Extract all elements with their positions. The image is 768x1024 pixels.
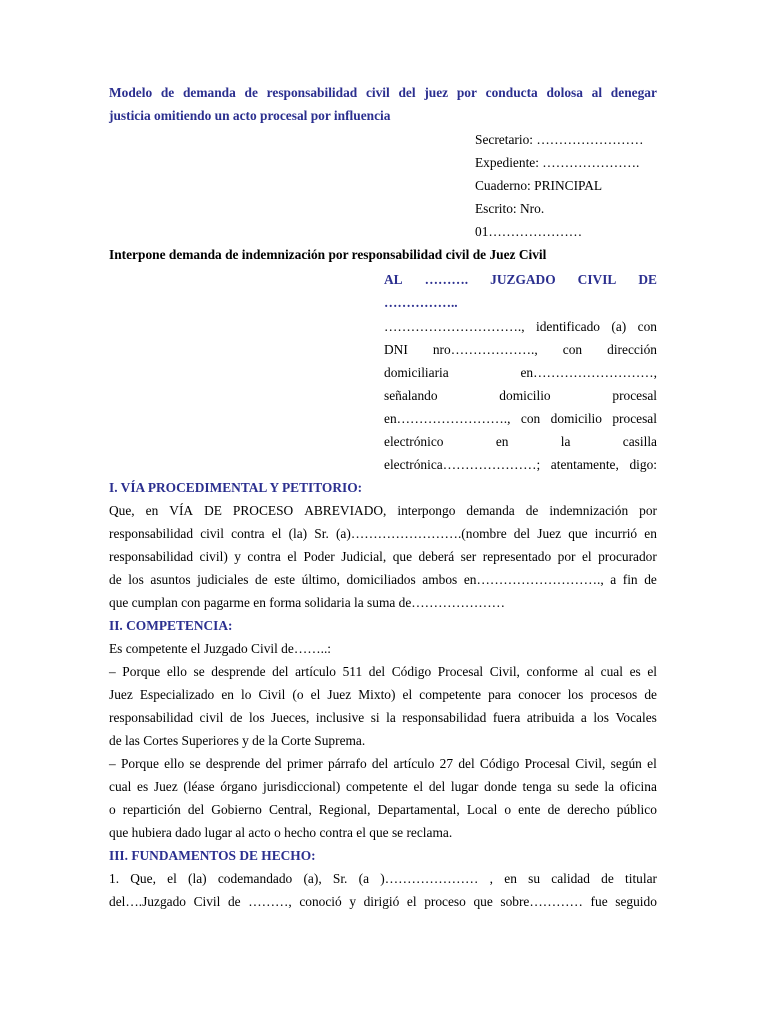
word: )………………… [380,871,479,886]
word: este [274,572,296,587]
word: dolosa [546,85,583,100]
secretario-field: Secretario: …………………… [475,132,644,147]
section-1-heading: I. VÍA PROCEDIMENTAL Y PETITORIO: [109,480,363,495]
word: de [525,503,539,518]
word: Procesal [437,664,484,679]
word: si [370,710,380,725]
word: Juez [327,687,352,702]
word: judiciales [197,572,249,587]
word: al [584,664,595,679]
word: – [109,756,116,771]
word: con [520,411,541,426]
word: civil) [199,549,228,564]
section-2-paragraph-1-last: de las Cortes Superiores y de la Corte Suprema. [109,733,366,748]
word: el [167,871,177,886]
word: con [562,342,583,357]
section-1-line [109,572,657,588]
word: de [160,85,175,100]
word: los [567,687,584,702]
word: Civil [193,894,221,909]
word: del [428,779,446,794]
escrito-field: Escrito: Nro. [475,201,545,216]
word: domiciliados [346,572,416,587]
word: en………………………, [520,365,657,380]
word: al [591,85,603,100]
addressee-body-line [384,434,657,450]
word: la [604,779,615,794]
word: civil [365,85,390,100]
addressee-body-line [384,411,657,427]
section-3-line [109,894,657,910]
section-1-last-line: que cumplan con pagarme en forma solidaria la suma de………………… [109,595,506,610]
word: es [629,664,641,679]
word: 27 [439,756,454,771]
word: el [402,687,413,702]
word: del [398,85,416,100]
word: su [557,779,570,794]
word: (o [292,687,304,702]
word: …………………………., [384,319,525,334]
word: deberá [418,549,455,564]
word: fue [590,894,608,909]
word: artículo [393,756,435,771]
word: proceso [424,894,466,909]
word: a [580,710,587,725]
word: desprende [211,664,266,679]
word: Civil, [575,756,606,771]
word: repartición [122,802,181,817]
word: contra [247,549,281,564]
word: fin [622,572,638,587]
section-2-paragraph-2-line [109,779,657,795]
word: ABREVIADO, [304,503,387,518]
word: que [392,549,413,564]
word: , [489,871,494,886]
word: titular [625,871,657,886]
word: en [644,526,657,541]
subject-heading: Interpone demanda de indemnización por responsabilidad civil de Juez Civil [109,247,547,262]
word: responsabilidad [266,85,358,100]
word: lugar [450,779,479,794]
word: sobre………… [500,894,583,909]
word: el [647,664,657,679]
word: Civil [258,687,286,702]
word: para [488,687,512,702]
word: de [109,572,122,587]
word: en [221,687,234,702]
word: su [528,871,541,886]
word: ente [518,802,541,817]
word: digo: [629,457,657,472]
word: Que, [130,871,156,886]
word: público [616,802,657,817]
word: ………, [248,894,292,909]
word: interpongo [397,503,456,518]
word: DNI [384,342,408,357]
word: párrafo [328,756,367,771]
word: DE [638,272,657,287]
word: JUZGADO [490,272,556,287]
word: el [413,779,424,794]
word: los [248,710,265,725]
word: procurador [598,549,657,564]
word: civil [199,710,224,725]
word: de [547,802,561,817]
word: 511 [342,664,363,679]
word: procesal [612,411,657,426]
word: con [637,319,657,334]
word: por [639,503,657,518]
word: identificado [536,319,600,334]
word: primer [287,756,323,771]
word: derecho [567,802,610,817]
word: según [610,756,642,771]
word: el [287,549,298,564]
word: lo [241,687,252,702]
section-3-heading: III. FUNDAMENTOS DE HECHO: [109,848,316,863]
word: responsabilidad [109,710,194,725]
word: del [187,802,205,817]
word: Modelo [109,85,153,100]
word: el [581,549,592,564]
section-2-intro: Es competente el Juzgado Civil de……..: [109,641,332,656]
word: del [272,664,289,679]
word: señalando [384,388,438,403]
addressee-body-line [384,342,657,358]
word: se [193,664,205,679]
word: Sr. [314,526,329,541]
word: (a)…………………….(nombre [335,526,507,541]
word: Mixto) [358,687,396,702]
word: Jueces, [271,710,310,725]
word: a [610,572,617,587]
addressee-body-line [384,457,657,473]
word: seguido [615,894,657,909]
word: (léase [183,779,215,794]
word: de [644,572,657,587]
word: y [349,894,357,909]
word: se [189,756,201,771]
section-1-line [109,549,657,565]
word: de [244,85,258,100]
section-2-heading: II. COMPETENCIA: [109,618,233,633]
word: del [458,756,475,771]
word: artículo [295,664,337,679]
escrito-number-field: 01………………… [475,224,583,239]
word: representado [482,549,552,564]
word: el [310,687,321,702]
word: Código [479,756,520,771]
word: Judicial, [341,549,387,564]
word: fuera [492,710,521,725]
word: atentamente, [550,457,619,472]
word: Local [466,802,498,817]
word: los [128,572,144,587]
word: 1. [109,871,120,886]
word: conoció [299,894,342,909]
word: AL [384,272,403,287]
word: la [386,710,396,725]
word: órgano [220,779,258,794]
word: del [513,526,531,541]
word: atribuida [526,710,575,725]
word: ser [460,549,477,564]
word: Departamental, [377,802,460,817]
word: los [593,710,609,725]
word: es [137,779,149,794]
word: codemandado [217,871,293,886]
word: demanda [466,503,515,518]
word: contra [231,526,265,541]
word: el [647,756,657,771]
section-1-line [109,503,657,519]
word: – [109,664,116,679]
word: donde [484,779,517,794]
word: incurrió [594,526,638,541]
word: el [406,894,417,909]
section-2-paragraph-1-line [109,710,657,726]
section-2-paragraph-2-line [109,756,657,772]
word: (la) [288,526,308,541]
section-2-paragraph-1-line [109,664,657,680]
word: por [456,85,477,100]
cuaderno-field: Cuaderno: PRINCIPAL [475,178,603,193]
word: ambos [422,572,458,587]
word: del….Juzgado [109,894,186,909]
word: dirección [607,342,657,357]
word: o [504,802,512,817]
word: en……………………., [384,411,511,426]
word: Juez [109,687,133,702]
section-3-line [109,871,657,887]
word: electrónica…………………; [384,457,541,472]
word: nro………………., [432,342,538,357]
section-2-paragraph-1-line [109,687,657,703]
word: Sr. [332,871,348,886]
word: jurisdiccional) [262,779,341,794]
word: Código [391,664,432,679]
word: del [368,664,386,679]
word: CIVIL [577,272,617,287]
word: en [495,434,509,449]
section-1-line [109,526,657,542]
word: del [371,756,389,771]
word: cual [600,664,623,679]
word: denegar [610,85,657,100]
word: de [227,894,241,909]
word: que [473,894,493,909]
word: (la) [188,871,207,886]
expediente-field: Expediente: …………………. [475,155,640,170]
word: conforme [526,664,578,679]
word: cual [109,779,132,794]
word: procesos [590,687,638,702]
word: por [557,549,576,564]
word: responsabilidad [109,549,194,564]
word: tenga [522,779,552,794]
word: del [265,756,282,771]
word: domicilio [550,411,602,426]
word: Juez [153,779,178,794]
word: conducta [485,85,538,100]
word: Juez [537,526,562,541]
word: de [255,572,268,587]
word: Central, [268,802,312,817]
word: Que, [109,503,135,518]
word: ello [166,664,187,679]
word: dirigió [363,894,400,909]
word: en [504,871,517,886]
word: (a [358,871,370,886]
word: procesal [612,388,657,403]
word: competente [419,687,482,702]
word: PROCESO [232,503,294,518]
section-2-paragraph-2-line [109,802,657,818]
word: ello [164,756,185,771]
word: electrónico [384,434,444,449]
word: conocer [518,687,561,702]
word: (a) [611,319,627,334]
word: sede [574,779,599,794]
word: domiciliaria [384,365,449,380]
word: Porque [120,756,159,771]
word: Gobierno [211,802,262,817]
word: Regional, [318,802,371,817]
word: la [560,434,571,449]
word: VÍA [169,503,194,518]
word: casilla [622,434,657,449]
word: de [644,687,657,702]
word: y [234,549,241,564]
word: indemnización [549,503,629,518]
word: asuntos [150,572,191,587]
word: que [568,526,588,541]
word: DE [204,503,222,518]
word: ………. [424,272,469,287]
word: Procesal [524,756,570,771]
word: o [109,802,116,817]
word: calidad [551,871,590,886]
word: (a), [303,871,322,886]
word: civil [200,526,224,541]
section-2-paragraph-2-last: que hubiera dado lugar al acto o hecho contra el que se reclama. [109,825,453,840]
addressee-body-line [384,319,657,335]
word: en………………………., [463,572,604,587]
document-title-line-2: justicia omitiendo un acto procesal por influencia [109,108,391,123]
word: domicilio [499,388,551,403]
word: Civil, [489,664,520,679]
word: Especializado [139,687,215,702]
word: juez [424,85,449,100]
word: desprende [205,756,261,771]
word: responsabilidad [109,526,194,541]
word: Poder [303,549,335,564]
addressee-body-line [384,388,657,404]
word: de [229,710,243,725]
word: demanda [182,85,236,100]
word: último, [301,572,340,587]
word: el [271,526,282,541]
addressee-court-line-2: …………….. [384,295,458,310]
word: competente [346,779,408,794]
word: Porque [122,664,161,679]
addressee-court-line [384,272,657,288]
document-title-line-1 [109,85,657,101]
word: oficina [619,779,657,794]
word: de [601,871,614,886]
word: en [145,503,159,518]
word: inclusive [315,710,365,725]
word: Vocales [615,710,657,725]
addressee-body-line [384,365,657,381]
word: responsabilidad [402,710,487,725]
